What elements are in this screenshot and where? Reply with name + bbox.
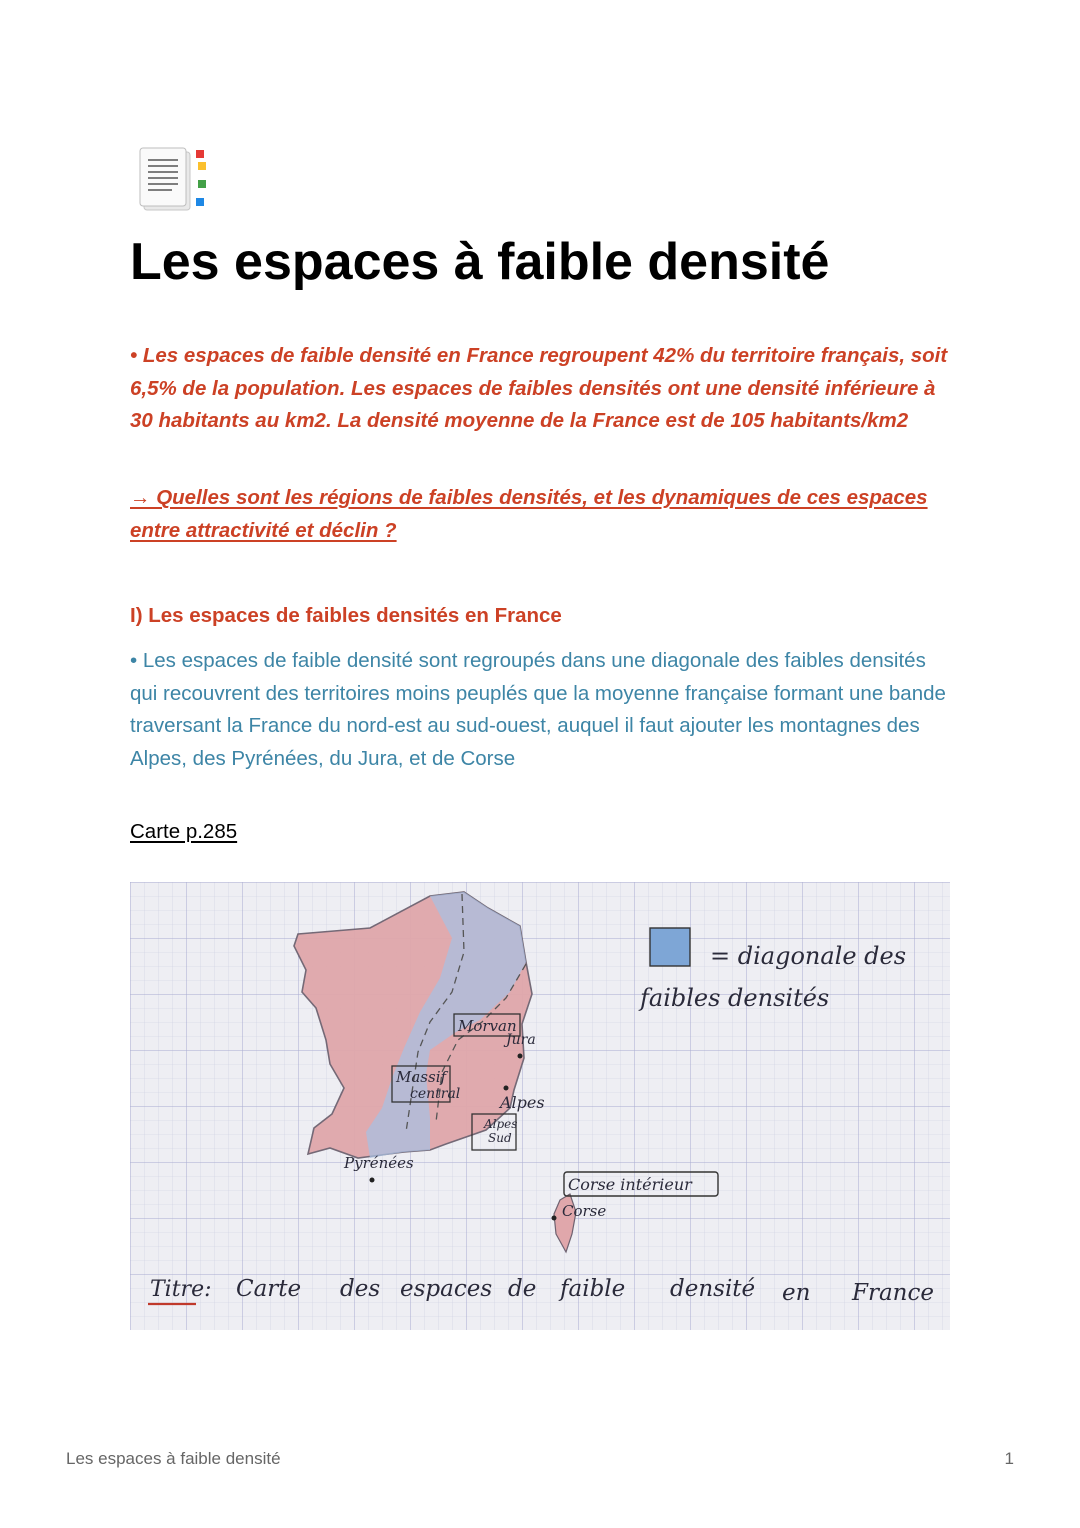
map-title-prefix: Titre: <box>150 1277 212 1302</box>
map-title-word-2: des <box>340 1276 381 1302</box>
label-massif: Massif <box>396 1068 447 1086</box>
problem-question: → Quelles sont les régions de faibles densités, et les dynamiques de ces espaces entre attractivité et déclin ? <box>130 486 928 542</box>
map-title-word-5: faible <box>560 1276 626 1302</box>
map-title-word-6: densité <box>670 1276 756 1302</box>
label-corse: Corse <box>562 1202 607 1220</box>
section-heading: I) Les espaces de faibles densités en France <box>130 604 562 627</box>
footer-title: Les espaces à faible densité <box>66 1449 281 1468</box>
label-jura: Jura <box>506 1032 536 1048</box>
label-alpes-sud-2: Sud <box>488 1131 512 1145</box>
page-number: 1 <box>1004 1449 1014 1468</box>
map-title-word-8: France <box>852 1280 934 1306</box>
legend-line-1: = diagonale des <box>710 942 907 970</box>
intro-paragraph: • Les espaces de faible densité en France regroupent 42% du territoire français, soit 6,5% de la population. Les espaces de faibles densités ont une densité inférieure à 30 habitants au km2. La densité moyenne de la France est de 105 habitants/km2 <box>130 344 948 432</box>
map-photo <box>130 882 950 1330</box>
label-alpes-sud-1: Alpes <box>484 1117 518 1131</box>
label-morvan: Morvan <box>458 1017 517 1035</box>
map-title-word-1: Carte <box>236 1276 302 1302</box>
page-title: Les espaces à faible densité <box>130 233 830 291</box>
label-central: central <box>410 1086 461 1102</box>
section-body: • Les espaces de faible densité sont regroupés dans une diagonale des faibles densités qui recouvrent des territoires moins peuplés que la moyenne française formant une bande traversant la France du nord-est au sud-ouest, auquel il faut ajouter les montagnes des Alpes, des Pyrénées, du Jura, et de Corse <box>130 649 946 770</box>
map-title-word-7: en <box>782 1280 811 1306</box>
label-alpes: Alpes <box>500 1093 545 1112</box>
document-list-icon <box>136 142 210 216</box>
map-title-word-3: espaces <box>400 1276 493 1302</box>
label-pyrenees: Pyrénées <box>344 1154 414 1172</box>
label-corse-interieur: Corse intérieur <box>568 1175 692 1194</box>
legend-line-2: faibles densités <box>640 984 830 1012</box>
map-caption: Carte p.285 <box>130 820 238 843</box>
map-title-word-4: de <box>508 1276 537 1302</box>
